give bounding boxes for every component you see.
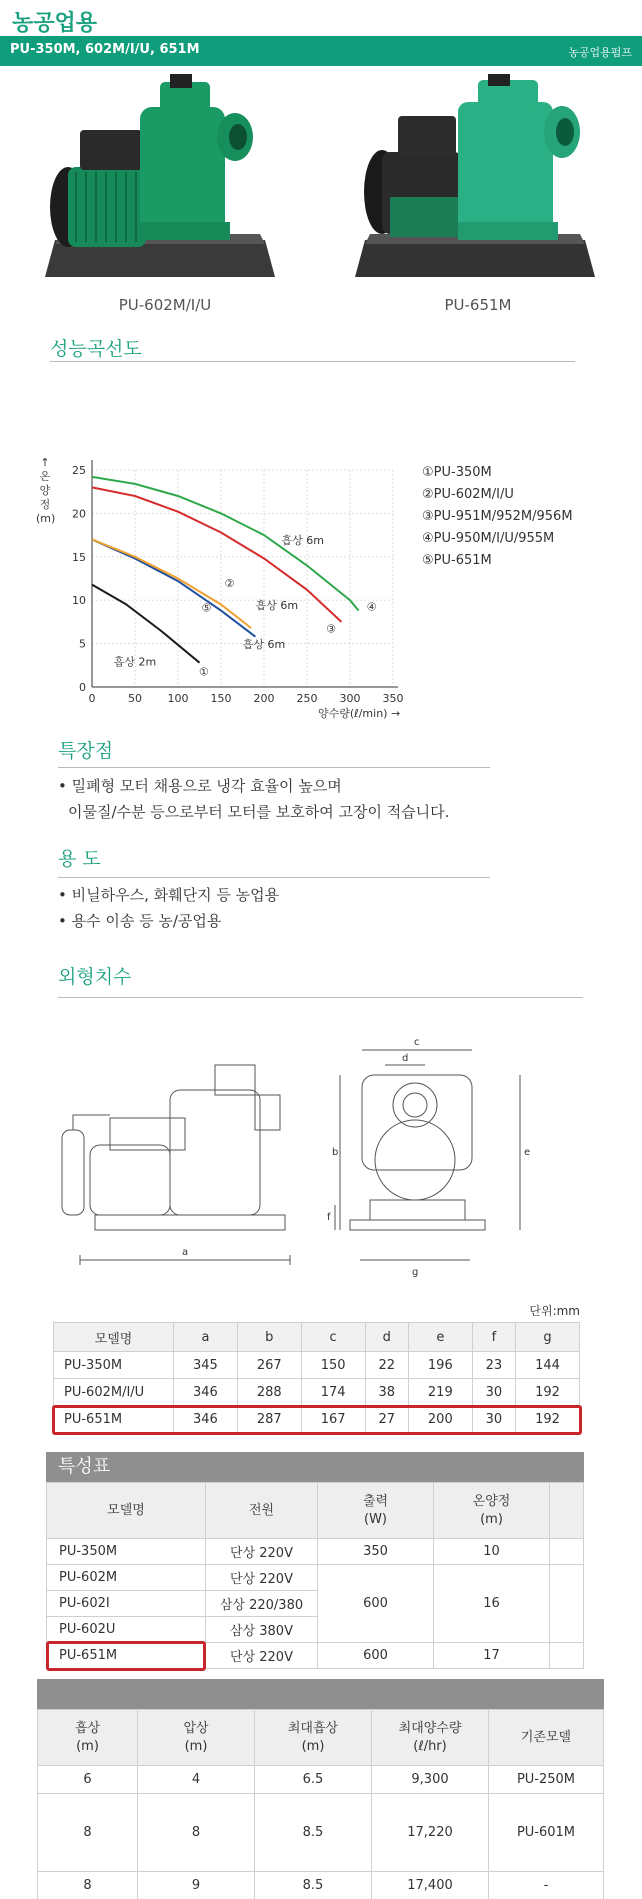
cell: 287 xyxy=(237,1406,301,1433)
table-header-row xyxy=(47,1483,584,1539)
cell: 삼상 380V xyxy=(206,1617,318,1643)
table-header-row xyxy=(54,1323,580,1352)
col-header: c xyxy=(301,1323,365,1352)
cell: 8.5 xyxy=(255,1872,372,1899)
chart-annotation: 흡상 6m xyxy=(281,533,324,547)
specs2-table xyxy=(37,1709,604,1899)
highlight-frame-dimensions xyxy=(52,1405,582,1435)
unit-label: 단위:mm xyxy=(529,1304,580,1318)
feature-line: 이물질/수분 등으로부터 모터를 보호하여 고장이 적습니다. xyxy=(68,803,450,821)
dim-label-c: c xyxy=(414,1037,420,1048)
specs2-header-bar xyxy=(37,1679,604,1709)
highlight-frame-specs xyxy=(46,1641,206,1671)
cell: 17,400 xyxy=(372,1872,489,1899)
usage-title: 용 도 xyxy=(58,848,101,870)
chart-annotation: ⑤ xyxy=(201,601,212,615)
cell: PU-350M xyxy=(54,1352,174,1379)
dim-label-e: e xyxy=(524,1147,531,1158)
dimensions-divider xyxy=(58,997,583,998)
y-tick-label: 15 xyxy=(72,550,86,564)
cell: PU-602I xyxy=(47,1591,206,1617)
cell: PU-602U xyxy=(47,1617,206,1643)
x-tick-label: 200 xyxy=(253,692,275,705)
col-header: 출력 (W) xyxy=(318,1483,434,1539)
cell: 267 xyxy=(237,1352,301,1379)
cell: 350 xyxy=(318,1539,434,1565)
cell: PU-651M xyxy=(47,1643,206,1669)
col-header: 압상 (m) xyxy=(138,1710,255,1766)
cell: 단상 220V xyxy=(206,1643,318,1669)
cell: 9 xyxy=(138,1872,255,1899)
cell: 346 xyxy=(174,1406,238,1433)
table-row xyxy=(54,1352,580,1379)
col-header: e xyxy=(408,1323,472,1352)
performance-chart xyxy=(0,0,642,760)
table-row xyxy=(38,1872,604,1899)
series-line xyxy=(92,585,200,663)
cell: 17 xyxy=(434,1643,550,1669)
cell: 6 xyxy=(38,1766,138,1794)
product-caption-602: PU-602M/I/U xyxy=(118,296,212,314)
col-header: d xyxy=(365,1323,408,1352)
cell xyxy=(550,1565,584,1643)
dim-label-b: b xyxy=(332,1147,339,1158)
cell: 4 xyxy=(138,1766,255,1794)
col-header-empty xyxy=(550,1483,584,1539)
features-text xyxy=(58,773,449,825)
x-tick-label: 150 xyxy=(210,692,232,705)
cell: 22 xyxy=(365,1352,408,1379)
col-header: 흡상 (m) xyxy=(38,1710,138,1766)
product-caption-651: PU-651M xyxy=(444,296,512,314)
col-header: 온양정 (m) xyxy=(434,1483,550,1539)
page-title: 농공업용 xyxy=(12,11,98,36)
cell: 8 xyxy=(38,1794,138,1872)
col-header: 최대흡상 (m) xyxy=(255,1710,372,1766)
cell: 346 xyxy=(174,1379,238,1406)
chart-annotation: ③ xyxy=(326,622,337,636)
cell: 30 xyxy=(472,1406,515,1433)
cell: 8 xyxy=(138,1794,255,1872)
chart-annotation: 흡상 6m xyxy=(242,637,286,651)
col-header: 모델명 xyxy=(47,1483,206,1539)
cell: 288 xyxy=(237,1379,301,1406)
cell: 6.5 xyxy=(255,1766,372,1794)
x-tick-label: 250 xyxy=(296,692,318,705)
y-tick-label: 5 xyxy=(79,637,86,651)
legend-item: ③PU-951M/952M/956M xyxy=(422,509,573,524)
cell: 삼상 220/380 xyxy=(206,1591,318,1617)
cell: 150 xyxy=(301,1352,365,1379)
y-arrow: ↑ xyxy=(40,456,50,469)
dim-label-f: f xyxy=(327,1212,331,1223)
cell: 단상 220V xyxy=(206,1539,318,1565)
cell: 16 xyxy=(434,1565,550,1643)
cell: 27 xyxy=(365,1406,408,1433)
model-list: PU-350M, 602M/I/U, 651M xyxy=(10,42,200,57)
dim-label-a: a xyxy=(182,1247,189,1258)
cell: 167 xyxy=(301,1406,365,1433)
cell: 8 xyxy=(38,1872,138,1899)
features-divider xyxy=(58,767,490,768)
cell: 200 xyxy=(408,1406,472,1433)
cell: 192 xyxy=(516,1379,580,1406)
col-header: 기존모델 xyxy=(489,1710,604,1766)
chart-xlabel: 양수량(ℓ/min) → xyxy=(318,707,401,720)
cell: 38 xyxy=(365,1379,408,1406)
x-tick-label: 0 xyxy=(88,692,96,705)
cell: PU-350M xyxy=(47,1539,206,1565)
y-tick-label: 25 xyxy=(72,464,86,477)
table-row xyxy=(38,1766,604,1794)
chart-annotation: 흡상 6m xyxy=(255,598,299,612)
cell: 단상 220V xyxy=(206,1565,318,1591)
x-tick-label: 300 xyxy=(339,692,361,705)
table-row xyxy=(47,1539,584,1565)
cell: 219 xyxy=(408,1379,472,1406)
cell: PU-250M xyxy=(489,1766,604,1794)
col-header: a xyxy=(174,1323,238,1352)
cell: 30 xyxy=(472,1379,515,1406)
chart-annotation: ① xyxy=(198,665,209,679)
x-tick-label: 350 xyxy=(382,692,404,705)
cell: 144 xyxy=(516,1352,580,1379)
x-tick-label: 50 xyxy=(128,692,142,705)
dim-label-d: d xyxy=(402,1053,409,1064)
col-header: 최대양수량 (ℓ/hr) xyxy=(372,1710,489,1766)
cell: 9,300 xyxy=(372,1766,489,1794)
cell: PU-602M xyxy=(47,1565,206,1591)
cell xyxy=(550,1539,584,1565)
cell: PU-601M xyxy=(489,1794,604,1872)
features-title: 특장점 xyxy=(58,740,114,762)
legend-item: ②PU-602M/I/U xyxy=(422,487,514,502)
dim-label-g: g xyxy=(412,1267,419,1278)
cell xyxy=(550,1643,584,1669)
dimensions-title: 외형치수 xyxy=(58,966,132,988)
y-tick-label: 10 xyxy=(72,594,86,608)
y-axis-label: 온양정(m) xyxy=(36,470,56,525)
chart-annotation: 흡상 2m xyxy=(113,655,157,669)
col-header: f xyxy=(472,1323,515,1352)
usage-line: • 용수 이송 등 농/공업용 xyxy=(58,912,222,930)
table-row xyxy=(38,1794,604,1872)
cell: 600 xyxy=(318,1643,434,1669)
legend-item: ⑤PU-651M xyxy=(422,553,492,568)
cell: 345 xyxy=(174,1352,238,1379)
x-axis-label: 양수량(ℓ/min) xyxy=(318,707,388,720)
y-tick-label: 0 xyxy=(79,681,86,694)
feature-line: • 밀폐형 모터 채용으로 냉각 효율이 높으며 xyxy=(58,777,342,795)
y-tick-label: 20 xyxy=(72,507,86,521)
col-header: b xyxy=(237,1323,301,1352)
performance-title: 성능곡선도 xyxy=(50,338,142,360)
col-header: 모델명 xyxy=(54,1323,174,1352)
chart-annotation: ④ xyxy=(366,600,377,614)
category-label: 농공업용펌프 xyxy=(568,46,632,59)
cell: 8.5 xyxy=(255,1794,372,1872)
cell: 174 xyxy=(301,1379,365,1406)
col-header: g xyxy=(516,1323,580,1352)
col-header: 전원 xyxy=(206,1483,318,1539)
chart-legend xyxy=(422,462,573,572)
table-header-row xyxy=(38,1710,604,1766)
cell: PU-651M xyxy=(54,1406,174,1433)
specs-title: 특성표 xyxy=(46,1452,584,1482)
cell: PU-602M/I/U xyxy=(54,1379,174,1406)
legend-item: ④PU-950M/I/U/955M xyxy=(422,531,555,546)
x-tick-label: 100 xyxy=(167,692,189,705)
usage-text xyxy=(58,882,279,934)
chart-annotation: ② xyxy=(224,577,235,591)
cell: 23 xyxy=(472,1352,515,1379)
usage-divider xyxy=(58,877,490,878)
cell: 17,220 xyxy=(372,1794,489,1872)
table-row xyxy=(47,1565,584,1591)
cell: 196 xyxy=(408,1352,472,1379)
legend-item: ①PU-350M xyxy=(422,465,492,480)
cell: 600 xyxy=(318,1565,434,1643)
cell: 192 xyxy=(516,1406,580,1433)
cell: 10 xyxy=(434,1539,550,1565)
table-row xyxy=(54,1379,580,1406)
usage-line: • 비닐하우스, 화훼단지 등 농업용 xyxy=(58,886,280,904)
cell: - xyxy=(489,1872,604,1899)
dimension-drawing xyxy=(50,1020,570,1290)
